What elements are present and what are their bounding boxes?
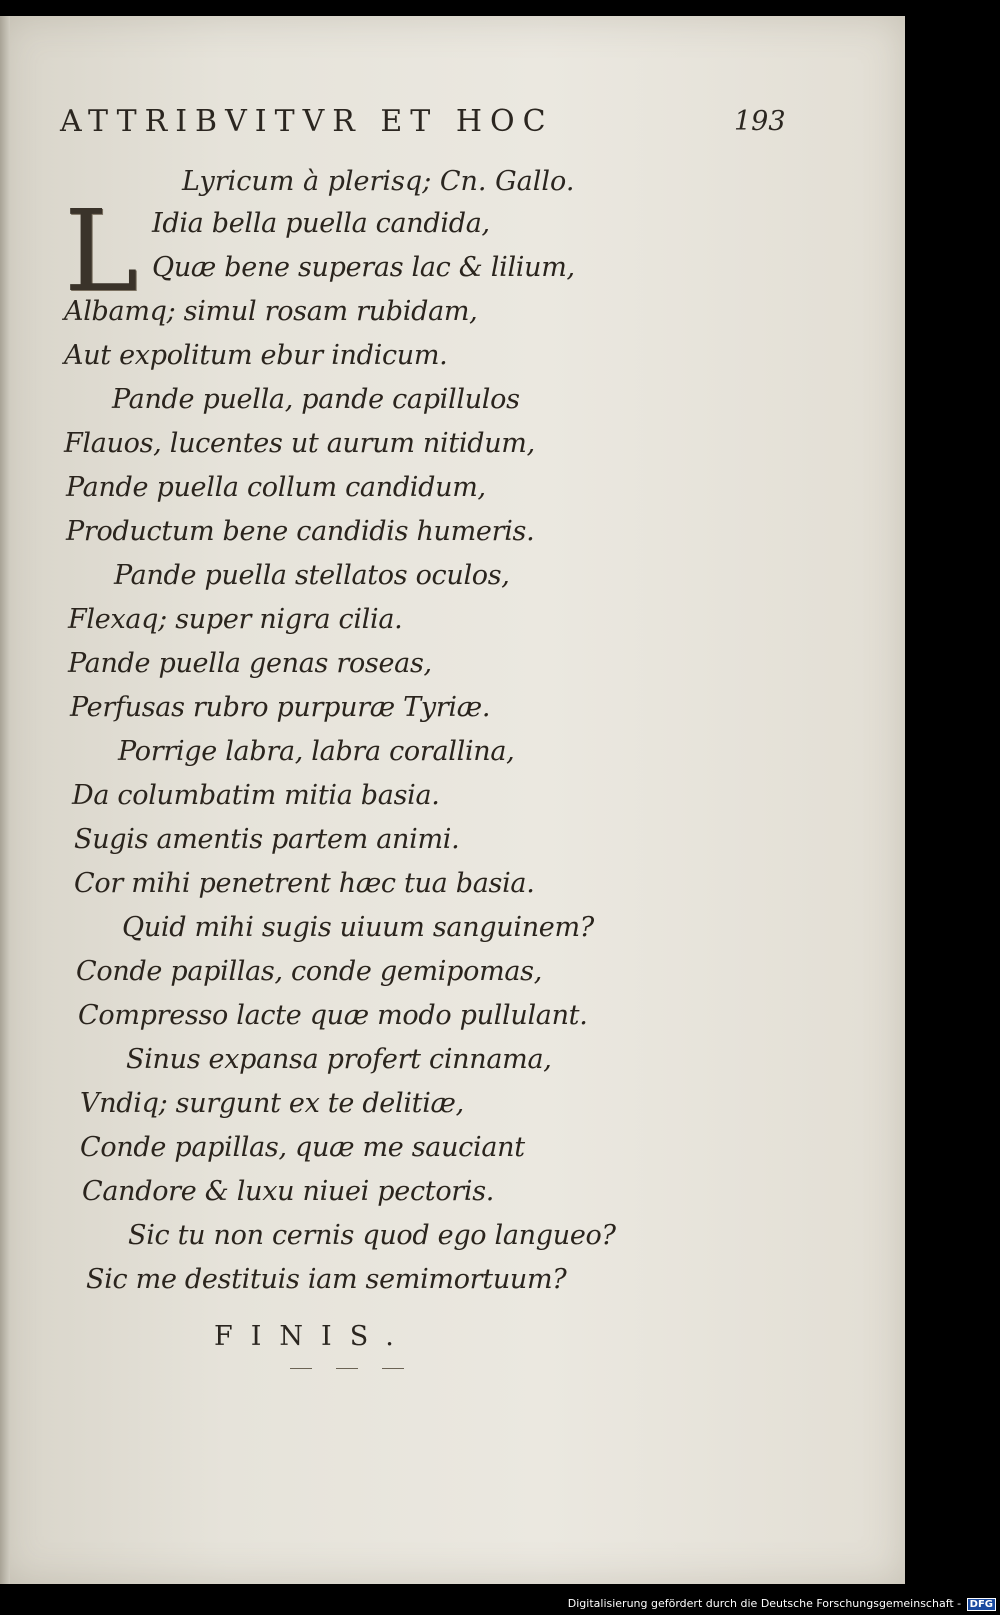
ornamental-rule [336,1368,358,1369]
verse-line: Sic me destituis iam semimortuum? [86,1264,567,1295]
credit-text: Digitalisierung gefördert durch die Deutsche Forschungsgemeinschaft - [567,1597,962,1610]
verse-line: Quæ bene superas lac & lilium, [152,252,575,283]
poem-attribution: Lyricum à plerisq; Cn. Gallo. [182,166,575,197]
verse-line: Productum bene candidis humeris. [66,516,535,547]
verse-line: Da columbatim mitia basia. [72,780,440,811]
dfg-logo-icon: DFG [967,1598,996,1611]
ornamental-rule [382,1368,404,1369]
verse-line: Flexaq; super nigra cilia. [68,604,403,635]
ornamental-rule [290,1368,312,1369]
verse-line: Quid mihi sugis uiuum sanguinem? [122,912,594,943]
running-title: ATTRIBVITVR ET HOC [60,104,554,139]
verse-line: Conde papillas, quæ me sauciant [80,1132,525,1163]
verse-line: Pande puella stellatos oculos, [114,560,510,591]
verse-line: Sugis amentis partem animi. [74,824,460,855]
verse-line: Cor mihi penetrent hæc tua basia. [74,868,535,899]
verse-line: Compresso lacte quæ modo pullulant. [78,1000,588,1031]
folio-number: 193 [734,106,786,137]
verse-line: Idia bella puella candida, [152,208,490,239]
verse-line: Pande puella, pande capillulos [112,384,520,415]
verse-line: Aut expolitum ebur indicum. [64,340,448,371]
finis-colophon: FINIS. [214,1321,412,1352]
verse-line: Perfusas rubro purpuræ Tyriæ. [70,692,491,723]
digitization-credit [568,1597,996,1611]
verse-line: Flauos, lucentes ut aurum nitidum, [64,428,535,459]
drop-capital: L [64,187,139,317]
verse-line: Sic tu non cernis quod ego langueo? [128,1220,616,1251]
verse-line: Vndiq; surgunt ex te delitiæ, [80,1088,464,1119]
verse-line: Albamq; simul rosam rubidam, [64,296,478,327]
verse-line: Pande puella genas roseas, [68,648,432,679]
verse-line: Sinus expansa profert cinnama, [126,1044,552,1075]
verse-line: Conde papillas, conde gemipomas, [76,956,543,987]
verse-line: Porrige labra, labra corallina, [118,736,515,767]
book-page [0,16,905,1584]
verse-line: Pande puella collum candidum, [66,472,486,503]
verse-line: Candore & luxu niuei pectoris. [82,1176,495,1207]
